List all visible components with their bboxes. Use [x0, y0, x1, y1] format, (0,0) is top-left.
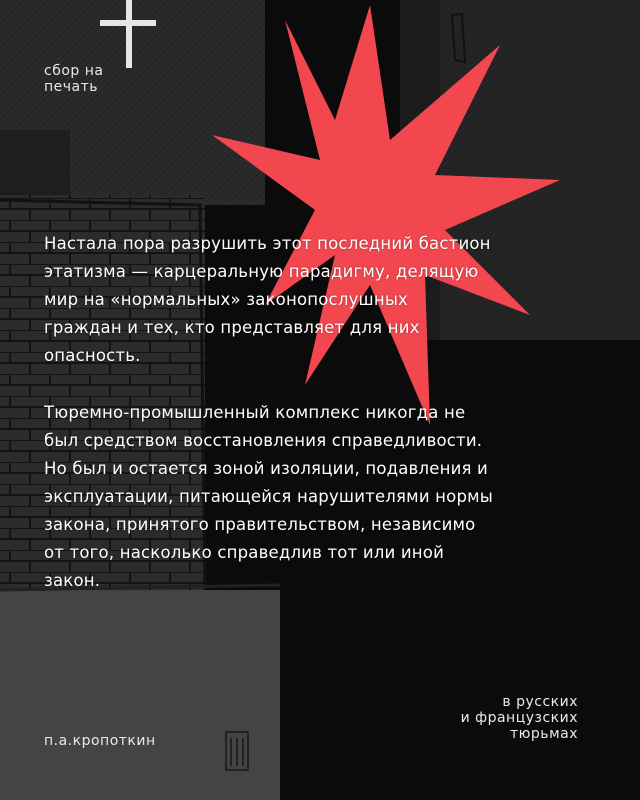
book-title: в русских и французских тюрьмах — [460, 694, 578, 742]
author-name: п.а.кропоткин — [44, 733, 156, 749]
paragraph-2: Тюремно-промышленный комплекс никогда не был средством восстановления справедливости. Но был и остается зоной изоляции, подавления и эксплуатации, питающейся нарушителями нормы закона, принятого правительством, независимо от того, насколько справедлив тот или иной закон. — [44, 403, 494, 590]
quote-text — [44, 230, 604, 624]
paragraph-1: Настала пора разрушить этот последний бастион этатизма — карцеральную парадигму, делящую мир на «нормальных» законопослушных граждан и тех, кто представляет для них опасность. — [44, 234, 491, 365]
collection-label: сбор на печать — [44, 63, 104, 95]
